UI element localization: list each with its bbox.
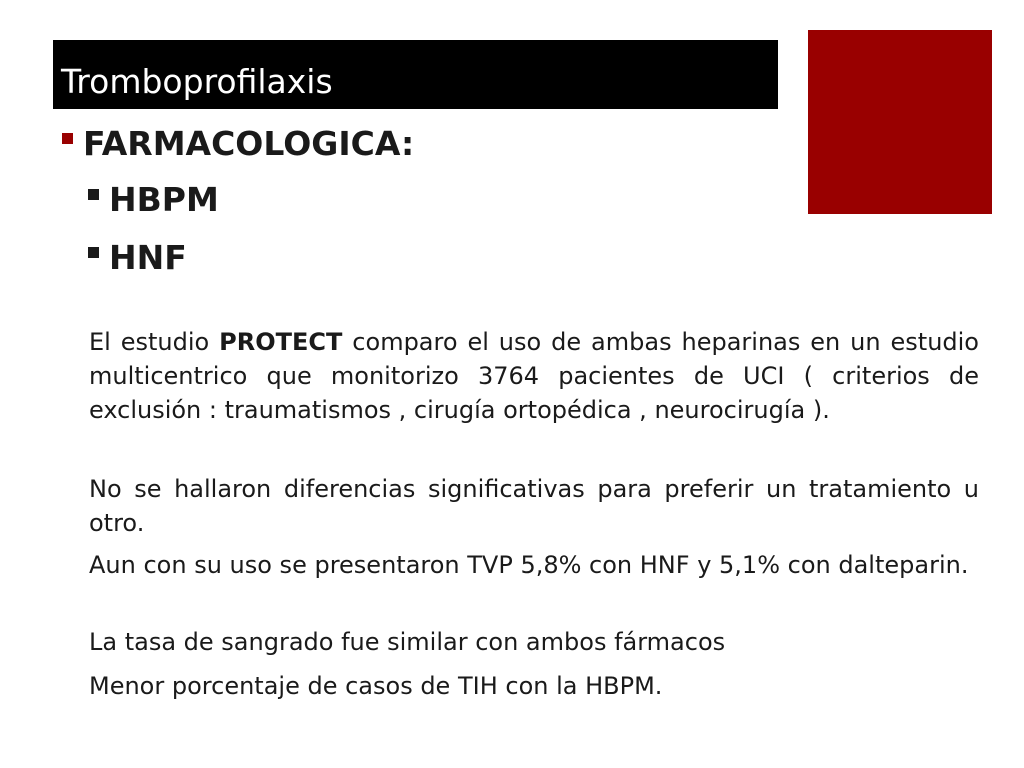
- paragraph-tvp-rates: Aun con su uso se presentaron TVP 5,8% con HNF y 5,1% con dalteparin.: [89, 551, 969, 579]
- paragraph-text: El estudio: [89, 328, 220, 356]
- bullet-square-icon: [88, 247, 99, 258]
- slide-title: Tromboprofilaxis: [61, 62, 333, 101]
- bullet-label: HNF: [109, 238, 187, 277]
- paragraph-bleeding-rate: La tasa de sangrado fue similar con ambos fármacos: [89, 628, 726, 656]
- bullet-square-icon: [62, 133, 73, 144]
- sub-bullet-hnf: [88, 238, 187, 278]
- sub-bullet-hbpm: [88, 180, 219, 220]
- bullet-square-icon: [88, 189, 99, 200]
- title-bar: [53, 40, 778, 109]
- decorative-red-square: [808, 30, 992, 214]
- paragraph-text: comparo el uso de ambas heparinas en un estudio multicentrico que monitorizo 3764 pacientes de UCI ( criterios de exclusión : traumatismos , cirugía ortopédica , neurocirugía ).: [89, 328, 979, 424]
- paragraph-no-differences: No se hallaron diferencias significativas para preferir un tratamiento u otro.: [89, 475, 979, 537]
- bullet-label: HBPM: [109, 180, 219, 219]
- bullet-label: FARMACOLOGICA:: [83, 124, 415, 163]
- paragraph-tih-cases: Menor porcentaje de casos de TIH con la HBPM.: [89, 672, 663, 700]
- bullet-farmacologica: [62, 124, 414, 164]
- paragraph-protect-study: [89, 325, 979, 427]
- study-name-strong: PROTECT: [219, 328, 343, 356]
